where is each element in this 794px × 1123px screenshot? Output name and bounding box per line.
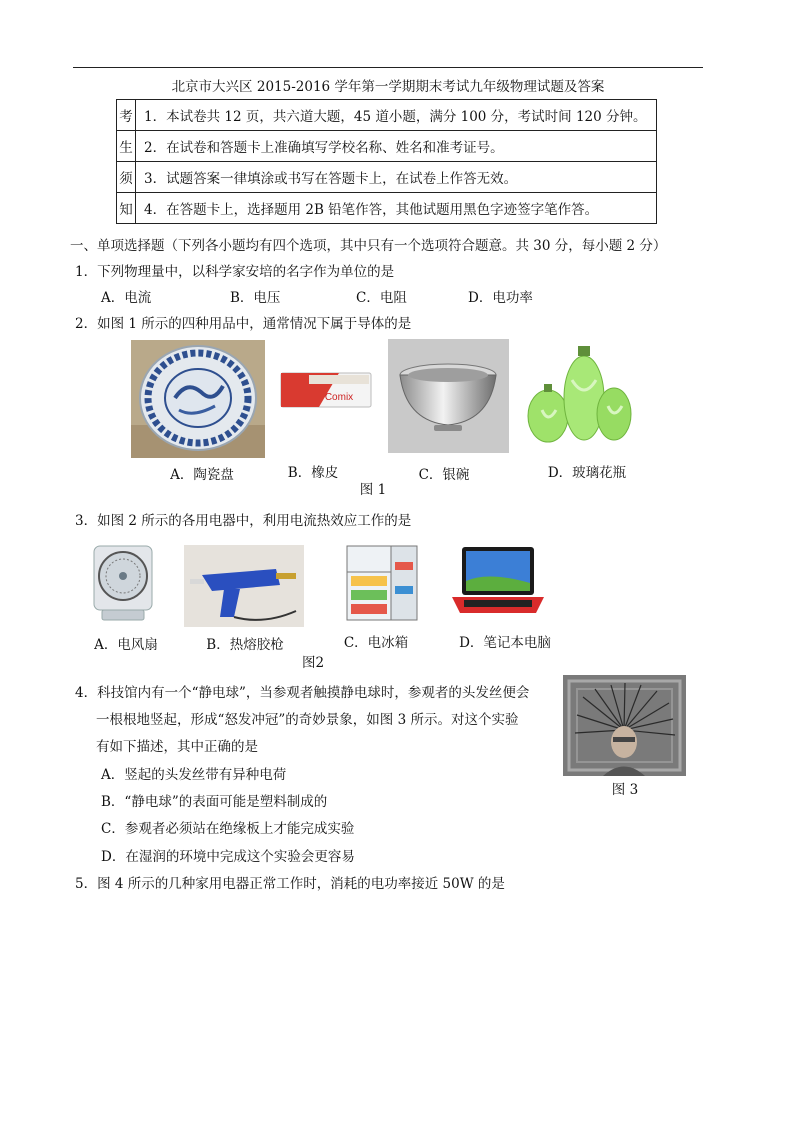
question-4-line-1: 4．科技馆内有一个“静电球”，当参观者触摸静电球时，参观者的头发丝便会 (75, 685, 530, 701)
glass-vase-image (522, 340, 638, 452)
q3-caption-d: D．笔记本电脑 (459, 635, 551, 651)
q2-caption-d: D．玻璃花瓶 (547, 465, 627, 481)
q4-option-c: C．参观者必须站在绝缘板上才能完成实验 (101, 821, 355, 837)
exam-notice-table (116, 99, 657, 224)
q1-option-a: A．电流 (101, 290, 152, 306)
question-1-stem: 1．下列物理量中，以科学家安培的名字作为单位的是 (75, 264, 395, 280)
notice-item: 2．在试卷和答题卡上准确填写学校名称、姓名和准考证号。 (136, 131, 657, 162)
question-3-stem: 3．如图 2 所示的各用电器中，利用电流热效应工作的是 (75, 513, 412, 529)
question-5-stem: 5．图 4 所示的几种家用电器正常工作时，消耗的电功率接近 50W 的是 (75, 876, 505, 892)
laptop-image (448, 545, 548, 619)
notice-item: 1．本试卷共 12 页，共六道大题，45 道小题，满分 100 分，考试时间 120 分钟。 (136, 100, 657, 131)
notice-side-char: 须 (117, 162, 136, 193)
notice-side-char: 知 (117, 193, 136, 224)
page-title: 北京市大兴区 2015-2016 学年第一学期期末考试九年级物理试题及答案 (171, 79, 605, 95)
question-4-line-3: 有如下描述，其中正确的是 (96, 739, 258, 755)
q4-option-d: D．在湿润的环境中完成这个实验会更容易 (101, 849, 355, 865)
q1-option-d: D．电功率 (468, 290, 533, 306)
hot-glue-gun-image (184, 545, 304, 627)
q4-option-b: B．“静电球”的表面可能是塑料制成的 (101, 794, 328, 810)
q4-option-a: A．竖起的头发丝带有异种电荷 (101, 767, 287, 783)
q1-option-b: B．电压 (230, 290, 281, 306)
figure-3-label: 图 3 (611, 782, 639, 798)
electric-fan-image (88, 544, 158, 624)
question-2-stem: 2．如图 1 所示的四种用品中，通常情况下属于导体的是 (75, 316, 412, 332)
notice-side-char: 生 (117, 131, 136, 162)
q3-caption-a: A．电风扇 (94, 637, 158, 653)
question-4-line-2: 一根根地竖起，形成“怒发冲冠”的奇妙景象，如图 3 所示。对这个实验 (96, 712, 519, 728)
notice-item: 3．试题答案一律填涂或书写在答题卡上，在试卷上作答无效。 (136, 162, 657, 193)
eraser-image (279, 367, 374, 411)
refrigerator-image (339, 542, 424, 624)
silver-bowl-image (388, 339, 509, 453)
notice-item: 4．在答题卡上，选择题用 2B 铅笔作答，其他试题用黑色字迹签字笔作答。 (136, 193, 657, 224)
q3-caption-c: C．电冰箱 (343, 635, 409, 651)
section-heading: 一、单项选择题（下列各小题均有四个选项，其中只有一个选项符合题意。共 30 分，每小题 2 分） (70, 238, 667, 254)
ceramic-plate-image (131, 340, 265, 458)
eraser-brand: Comix (324, 392, 354, 403)
q2-caption-b: B．橡皮 (287, 465, 339, 481)
header-rule (73, 67, 703, 68)
q2-caption-c: C．银碗 (418, 467, 470, 483)
static-ball-hair-image (563, 675, 686, 776)
notice-side-char: 考 (117, 100, 136, 131)
figure-2-label: 图2 (301, 655, 325, 671)
figure-1-label: 图 1 (359, 482, 387, 498)
q3-caption-b: B．热熔胶枪 (206, 637, 284, 653)
q2-caption-a: A．陶瓷盘 (170, 467, 234, 483)
q1-option-c: C．电阻 (356, 290, 407, 306)
